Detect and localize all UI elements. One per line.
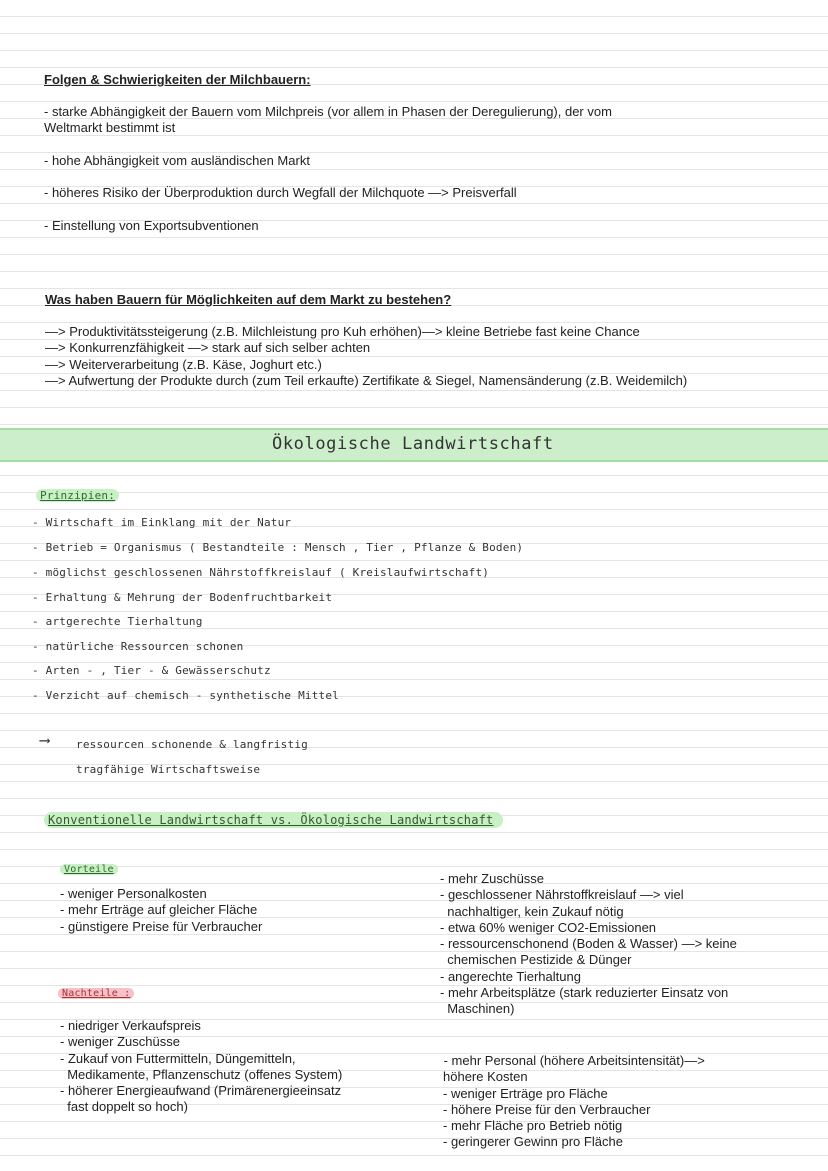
list-item: - weniger Personalkosten [60, 886, 207, 901]
list-item: - Erhaltung & Mehrung der Bodenfruchtbarkeit [32, 591, 333, 604]
list-item: - Wirtschaft im Einklang mit der Natur [32, 516, 292, 529]
vorteile-label-text: Vorteile [60, 864, 118, 875]
nachteile-label-text: Nachteile : [58, 988, 134, 999]
section1-item-3: - höheres Risiko der Überproduktion durch Wegfall der Milchquote —> Preisverfall [44, 185, 517, 200]
section1-item-4: - Einstellung von Exportsubventionen [44, 218, 259, 233]
list-item: - Verzicht auf chemisch - synthetische Mittel [32, 689, 340, 702]
vergleich-title [44, 813, 503, 827]
section2-heading: Was haben Bauern für Möglichkeiten auf dem Markt zu bestehen? [45, 292, 452, 307]
section1-item-1-line1: - starke Abhängigkeit der Bauern vom Milchpreis (vor allem in Phasen der Deregulierung), der vom [44, 104, 612, 119]
list-item: - artgerechte Tierhaltung [32, 615, 203, 628]
section2-list [45, 324, 687, 389]
konv-vorteile-list [60, 886, 262, 935]
list-item: - ressourcenschonend (Boden & Wasser) —> keine [440, 936, 737, 952]
list-item: - geringerer Gewinn pro Fläche [443, 1134, 623, 1150]
list-item: - niedriger Verkaufspreis [60, 1018, 201, 1033]
vorteile-label [60, 864, 118, 875]
list-item: - Betrieb = Organismus ( Bestandteile : Mensch , Tier , Pflanze & Boden) [32, 541, 524, 554]
section1-item-2: - hohe Abhängigkeit vom ausländischen Markt [44, 153, 310, 168]
list-item: fast doppelt so hoch) [60, 1099, 188, 1115]
oeko-vorteile-list [440, 871, 737, 1018]
list-item: - Arten - , Tier - & Gewässerschutz [32, 664, 271, 677]
list-item: - mehr Erträge auf gleicher Fläche [60, 902, 258, 918]
list-item: - natürliche Ressourcen schonen [32, 640, 244, 653]
list-item: Medikamente, Pflanzenschutz (offenes System) [60, 1066, 343, 1082]
list-item: Maschinen) [440, 1001, 515, 1017]
list-item: - höherer Energieaufwand (Primärenergieeinsatz [60, 1083, 342, 1099]
list-item: - weniger Zuschüsse [60, 1034, 180, 1050]
list-item: - höhere Preise für den Verbraucher [443, 1101, 651, 1117]
prinzipien-label-text: Prinzipien: [36, 489, 119, 502]
list-item: - angerechte Tierhaltung [440, 968, 581, 984]
konv-nachteile-list [60, 1018, 342, 1116]
section1-heading: Folgen & Schwierigkeiten der Milchbauern: [44, 72, 311, 87]
oeko-title: Ökologische Landwirtschaft [272, 434, 554, 454]
list-item: nachhaltiger, kein Zukauf nötig [440, 903, 624, 919]
prinzipien-label [36, 489, 119, 502]
oeko-nachteile-list [440, 1053, 705, 1151]
conclusion-line2: tragfähige Wirtschaftsweise [76, 763, 261, 776]
list-item: - mehr Personal (höhere Arbeitsintensität)—> [440, 1053, 705, 1068]
section1-item-1-line2: Weltmarkt bestimmt ist [44, 120, 176, 136]
list-item: - mehr Zuschüsse [440, 871, 545, 886]
arrow-icon: ⟶ [40, 731, 50, 749]
list-item: - günstigere Preise für Verbraucher [60, 918, 263, 934]
list-item: - Zukauf von Futtermitteln, Düngemitteln, [60, 1050, 296, 1066]
list-item: - geschlossener Nährstoffkreislauf —> viel [440, 887, 684, 903]
list-item: - möglichst geschlossenen Nährstoffkreislauf ( Kreislaufwirtschaft) [32, 566, 490, 579]
list-item: - weniger Erträge pro Fläche [443, 1085, 608, 1101]
section1-item-1 [44, 104, 612, 137]
list-item: —> Produktivitätssteigerung (z.B. Milchleistung pro Kuh erhöhen)—> kleine Betriebe fast keine Chance [45, 324, 640, 339]
list-item: —> Weiterverarbeitung (z.B. Käse, Joghurt etc.) [45, 356, 322, 372]
nachteile-label [58, 988, 134, 999]
list-item: - etwa 60% weniger CO2-Emissionen [440, 919, 657, 935]
list-item: - mehr Arbeitsplätze (stark reduzierter Einsatz von [440, 985, 729, 1001]
vergleich-title-text: Konventionelle Landwirtschaft vs. Ökologische Landwirtschaft [44, 812, 503, 828]
list-item: —> Konkurrenzfähigkeit —> stark auf sich selber achten [45, 340, 371, 356]
conclusion-line1: ressourcen schonende & langfristig [76, 738, 308, 751]
list-item: höhere Kosten [443, 1069, 528, 1085]
list-item: - mehr Fläche pro Betrieb nötig [443, 1118, 623, 1134]
list-item: —> Aufwertung der Produkte durch (zum Teil erkaufte) Zertifikate & Siegel, Namensänderung (z.B. Weidemilch) [45, 372, 688, 388]
list-item: chemischen Pestizide & Dünger [440, 952, 632, 968]
